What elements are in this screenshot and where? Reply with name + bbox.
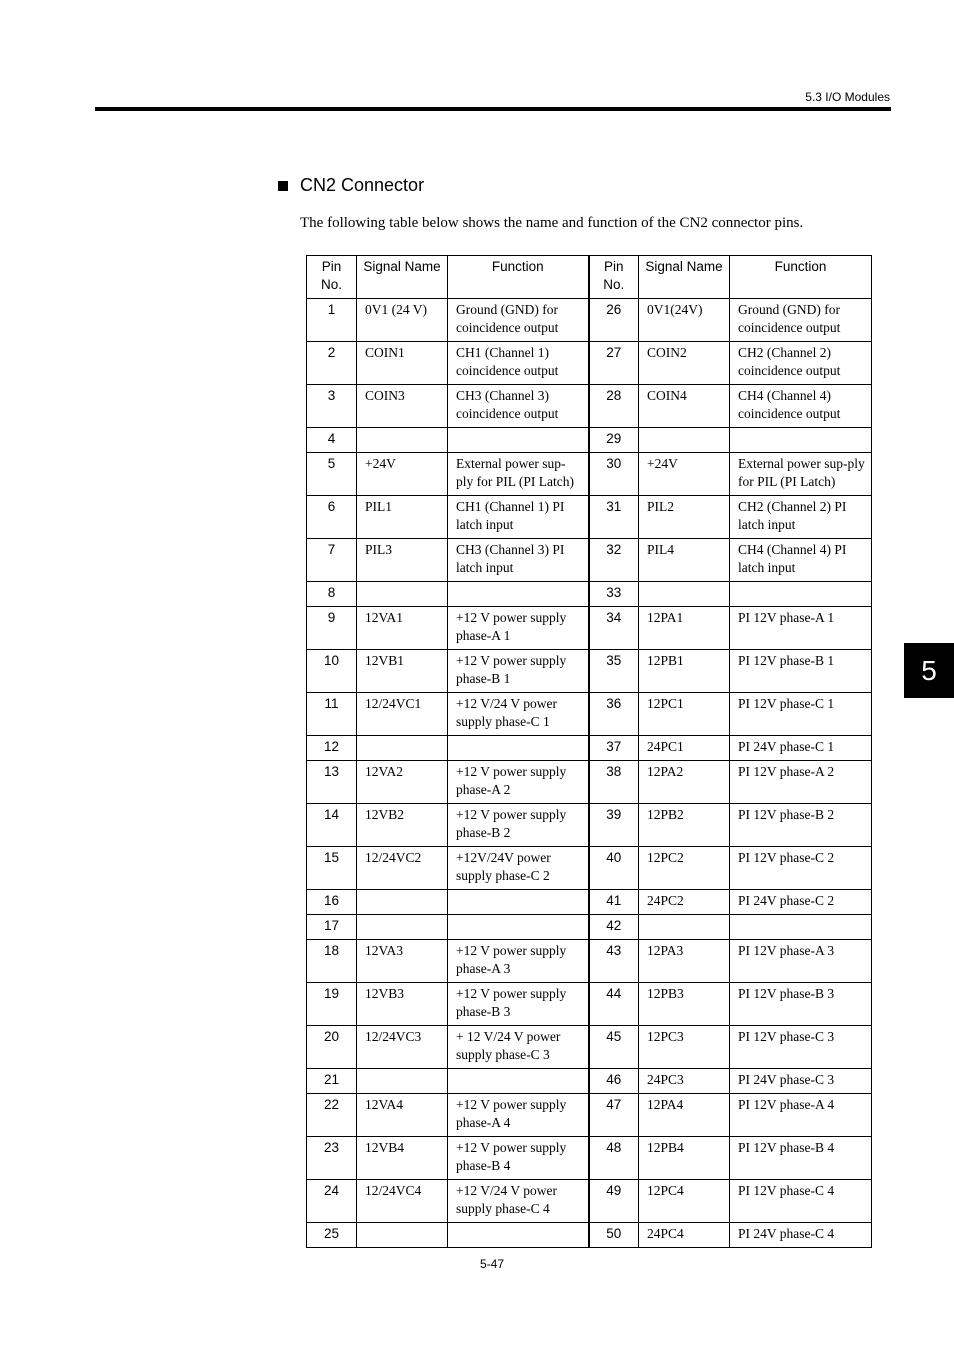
table-row <box>307 539 872 582</box>
cell-pin-no: 8 <box>307 582 357 607</box>
cn2-pin-table <box>306 255 872 1248</box>
cell-signal-name: 12/24VC4 <box>357 1180 448 1223</box>
header-rule <box>95 107 891 111</box>
cell-function: +12 V power supply phase-A 4 <box>448 1094 589 1137</box>
cell-signal-name-right: 12PB2 <box>639 804 730 847</box>
cell-signal-name <box>357 736 448 761</box>
cell-pin-no: 1 <box>307 299 357 342</box>
cell-pin-no-right: 42 <box>589 915 639 940</box>
table-row <box>307 342 872 385</box>
cell-pin-no-right: 39 <box>589 804 639 847</box>
cell-signal-name-right: COIN4 <box>639 385 730 428</box>
cell-pin-no: 15 <box>307 847 357 890</box>
cell-signal-name-right: 12PC2 <box>639 847 730 890</box>
intro-paragraph: The following table below shows the name and function of the CN2 connector pins. <box>300 215 804 231</box>
cell-function: +12V/24V power supply phase-C 2 <box>448 847 589 890</box>
table-header-row <box>307 256 872 299</box>
cell-function-right: PI 24V phase-C 1 <box>730 736 872 761</box>
cell-signal-name-right: 12PC4 <box>639 1180 730 1223</box>
cell-signal-name: 12/24VC1 <box>357 693 448 736</box>
cell-pin-no: 5 <box>307 453 357 496</box>
table-row <box>307 1094 872 1137</box>
cell-signal-name <box>357 582 448 607</box>
cell-signal-name: 12VB2 <box>357 804 448 847</box>
cell-pin-no-right: 30 <box>589 453 639 496</box>
table-row <box>307 1180 872 1223</box>
cell-signal-name-right: PIL4 <box>639 539 730 582</box>
col-header-function: Function <box>448 256 589 299</box>
cell-pin-no: 21 <box>307 1069 357 1094</box>
table-row <box>307 804 872 847</box>
cell-signal-name-right: 12PC1 <box>639 693 730 736</box>
cell-function: CH1 (Channel 1) PI latch input <box>448 496 589 539</box>
cell-pin-no-right: 44 <box>589 983 639 1026</box>
cell-pin-no: 16 <box>307 890 357 915</box>
cell-pin-no: 11 <box>307 693 357 736</box>
cell-signal-name-right <box>639 582 730 607</box>
cell-pin-no-right: 29 <box>589 428 639 453</box>
cell-function-right: PI 12V phase-A 4 <box>730 1094 872 1137</box>
cell-signal-name-right: 24PC1 <box>639 736 730 761</box>
cell-function-right: CH4 (Channel 4) coincidence output <box>730 385 872 428</box>
table-row <box>307 1069 872 1094</box>
chapter-tab: 5 <box>904 643 954 698</box>
cell-signal-name: 12VA2 <box>357 761 448 804</box>
cell-pin-no-right: 50 <box>589 1223 639 1248</box>
cell-signal-name-right <box>639 915 730 940</box>
cell-signal-name-right: 24PC3 <box>639 1069 730 1094</box>
table-row <box>307 983 872 1026</box>
cell-signal-name-right: 12PA2 <box>639 761 730 804</box>
cell-function-right: CH2 (Channel 2) PI latch input <box>730 496 872 539</box>
cell-pin-no: 14 <box>307 804 357 847</box>
cell-function <box>448 428 589 453</box>
col-header-signal-name-right: Signal Name <box>639 256 730 299</box>
table-row <box>307 736 872 761</box>
table-row <box>307 940 872 983</box>
cell-function-right: Ground (GND) for coincidence output <box>730 299 872 342</box>
cell-signal-name <box>357 1069 448 1094</box>
cell-pin-no: 13 <box>307 761 357 804</box>
cell-pin-no: 9 <box>307 607 357 650</box>
cell-function: +12 V power supply phase-B 4 <box>448 1137 589 1180</box>
section-title: CN2 Connector <box>300 175 425 195</box>
cell-function-right: PI 12V phase-C 3 <box>730 1026 872 1069</box>
cell-signal-name: 12VB1 <box>357 650 448 693</box>
cell-signal-name: PIL3 <box>357 539 448 582</box>
cell-signal-name-right: 24PC4 <box>639 1223 730 1248</box>
cell-pin-no-right: 40 <box>589 847 639 890</box>
cell-function: +12 V power supply phase-B 3 <box>448 983 589 1026</box>
cell-pin-no-right: 32 <box>589 539 639 582</box>
table-row <box>307 385 872 428</box>
cell-signal-name: PIL1 <box>357 496 448 539</box>
cell-pin-no-right: 35 <box>589 650 639 693</box>
cell-function-right: PI 12V phase-B 1 <box>730 650 872 693</box>
cell-signal-name <box>357 1223 448 1248</box>
table-row <box>307 496 872 539</box>
cell-signal-name-right <box>639 428 730 453</box>
cell-function: CH3 (Channel 3) coincidence output <box>448 385 589 428</box>
cell-signal-name: 0V1 (24 V) <box>357 299 448 342</box>
cell-function <box>448 1223 589 1248</box>
table-row <box>307 1223 872 1248</box>
table-row <box>307 453 872 496</box>
cell-function: +12 V/24 V power supply phase-C 1 <box>448 693 589 736</box>
col-header-pin-no-right: Pin No. <box>589 256 639 299</box>
cell-function-right: CH4 (Channel 4) PI latch input <box>730 539 872 582</box>
square-bullet-icon <box>278 181 288 191</box>
cell-function <box>448 1069 589 1094</box>
table-row <box>307 890 872 915</box>
cell-pin-no: 12 <box>307 736 357 761</box>
cell-pin-no: 20 <box>307 1026 357 1069</box>
cell-pin-no: 24 <box>307 1180 357 1223</box>
cell-function-right <box>730 915 872 940</box>
cell-function-right: PI 24V phase-C 2 <box>730 890 872 915</box>
cell-pin-no-right: 33 <box>589 582 639 607</box>
cell-signal-name-right: 12PA3 <box>639 940 730 983</box>
cell-signal-name-right: COIN2 <box>639 342 730 385</box>
section-heading <box>278 175 424 196</box>
cell-function: +12 V power supply phase-A 2 <box>448 761 589 804</box>
cell-pin-no: 7 <box>307 539 357 582</box>
table-row <box>307 1137 872 1180</box>
cell-pin-no: 17 <box>307 915 357 940</box>
cell-signal-name: 12VA1 <box>357 607 448 650</box>
cell-pin-no-right: 34 <box>589 607 639 650</box>
page-number: 5-47 <box>480 1257 505 1271</box>
cell-signal-name-right: 12PA4 <box>639 1094 730 1137</box>
cell-signal-name: +24V <box>357 453 448 496</box>
cell-signal-name: 12VA4 <box>357 1094 448 1137</box>
table-row <box>307 607 872 650</box>
cell-pin-no: 18 <box>307 940 357 983</box>
cell-function-right: PI 12V phase-B 2 <box>730 804 872 847</box>
cell-signal-name: 12/24VC2 <box>357 847 448 890</box>
cell-function: CH1 (Channel 1) coincidence output <box>448 342 589 385</box>
cell-function-right: PI 24V phase-C 3 <box>730 1069 872 1094</box>
cell-signal-name: COIN1 <box>357 342 448 385</box>
cell-signal-name <box>357 428 448 453</box>
cell-pin-no: 2 <box>307 342 357 385</box>
cell-signal-name-right: 12PB1 <box>639 650 730 693</box>
table-row <box>307 582 872 607</box>
cell-signal-name: 12VA3 <box>357 940 448 983</box>
table-row <box>307 693 872 736</box>
table-row <box>307 847 872 890</box>
cell-signal-name-right: 12PC3 <box>639 1026 730 1069</box>
running-header: 5.3 I/O Modules <box>805 90 890 104</box>
cell-pin-no: 4 <box>307 428 357 453</box>
cell-function-right: PI 24V phase-C 4 <box>730 1223 872 1248</box>
cell-pin-no-right: 26 <box>589 299 639 342</box>
cell-function: +12 V power supply phase-B 2 <box>448 804 589 847</box>
cell-function: + 12 V/24 V power supply phase-C 3 <box>448 1026 589 1069</box>
cell-pin-no: 19 <box>307 983 357 1026</box>
cell-pin-no: 3 <box>307 385 357 428</box>
cell-pin-no-right: 47 <box>589 1094 639 1137</box>
cell-function-right: PI 12V phase-C 4 <box>730 1180 872 1223</box>
cell-function: +12 V power supply phase-A 1 <box>448 607 589 650</box>
cell-function-right: External power sup-ply for PIL (PI Latch) <box>730 453 872 496</box>
cell-pin-no-right: 36 <box>589 693 639 736</box>
cell-function-right: PI 12V phase-B 3 <box>730 983 872 1026</box>
cell-function-right: PI 12V phase-A 2 <box>730 761 872 804</box>
cell-signal-name-right: 12PB3 <box>639 983 730 1026</box>
col-header-signal-name: Signal Name <box>357 256 448 299</box>
cell-pin-no-right: 49 <box>589 1180 639 1223</box>
cell-pin-no-right: 38 <box>589 761 639 804</box>
cell-pin-no-right: 48 <box>589 1137 639 1180</box>
cell-pin-no: 22 <box>307 1094 357 1137</box>
cell-pin-no: 10 <box>307 650 357 693</box>
table-row <box>307 299 872 342</box>
cell-pin-no-right: 28 <box>589 385 639 428</box>
table-row <box>307 428 872 453</box>
cell-pin-no: 6 <box>307 496 357 539</box>
cell-function-right: PI 12V phase-A 3 <box>730 940 872 983</box>
cell-pin-no-right: 45 <box>589 1026 639 1069</box>
cell-function: Ground (GND) for coincidence output <box>448 299 589 342</box>
cell-function <box>448 736 589 761</box>
cell-pin-no-right: 41 <box>589 890 639 915</box>
cell-function: +12 V power supply phase-B 1 <box>448 650 589 693</box>
cell-function: CH3 (Channel 3) PI latch input <box>448 539 589 582</box>
col-header-function-right: Function <box>730 256 872 299</box>
cell-function <box>448 582 589 607</box>
cell-pin-no-right: 37 <box>589 736 639 761</box>
cell-function-right: PI 12V phase-C 1 <box>730 693 872 736</box>
table-row <box>307 761 872 804</box>
cell-signal-name-right: +24V <box>639 453 730 496</box>
cell-function-right <box>730 428 872 453</box>
cell-signal-name-right: 12PA1 <box>639 607 730 650</box>
cell-signal-name <box>357 915 448 940</box>
table-row <box>307 1026 872 1069</box>
cell-function-right: PI 12V phase-C 2 <box>730 847 872 890</box>
cell-pin-no-right: 31 <box>589 496 639 539</box>
cell-function: +12 V power supply phase-A 3 <box>448 940 589 983</box>
cell-pin-no-right: 46 <box>589 1069 639 1094</box>
cell-pin-no: 25 <box>307 1223 357 1248</box>
cell-pin-no: 23 <box>307 1137 357 1180</box>
cell-function-right: PI 12V phase-A 1 <box>730 607 872 650</box>
cell-function <box>448 890 589 915</box>
cell-function-right: CH2 (Channel 2) coincidence output <box>730 342 872 385</box>
col-header-pin-no: Pin No. <box>307 256 357 299</box>
cell-function-right <box>730 582 872 607</box>
cell-function <box>448 915 589 940</box>
cell-function-right: PI 12V phase-B 4 <box>730 1137 872 1180</box>
cell-signal-name: 12VB4 <box>357 1137 448 1180</box>
table-row <box>307 650 872 693</box>
table-row <box>307 915 872 940</box>
cell-signal-name-right: PIL2 <box>639 496 730 539</box>
cell-pin-no-right: 43 <box>589 940 639 983</box>
cell-signal-name: 12VB3 <box>357 983 448 1026</box>
cell-function: External power sup-ply for PIL (PI Latch) <box>448 453 589 496</box>
cell-signal-name: COIN3 <box>357 385 448 428</box>
cell-function: +12 V/24 V power supply phase-C 4 <box>448 1180 589 1223</box>
cell-signal-name-right: 0V1(24V) <box>639 299 730 342</box>
cell-signal-name <box>357 890 448 915</box>
cell-signal-name: 12/24VC3 <box>357 1026 448 1069</box>
cell-signal-name-right: 12PB4 <box>639 1137 730 1180</box>
cell-pin-no-right: 27 <box>589 342 639 385</box>
cell-signal-name-right: 24PC2 <box>639 890 730 915</box>
